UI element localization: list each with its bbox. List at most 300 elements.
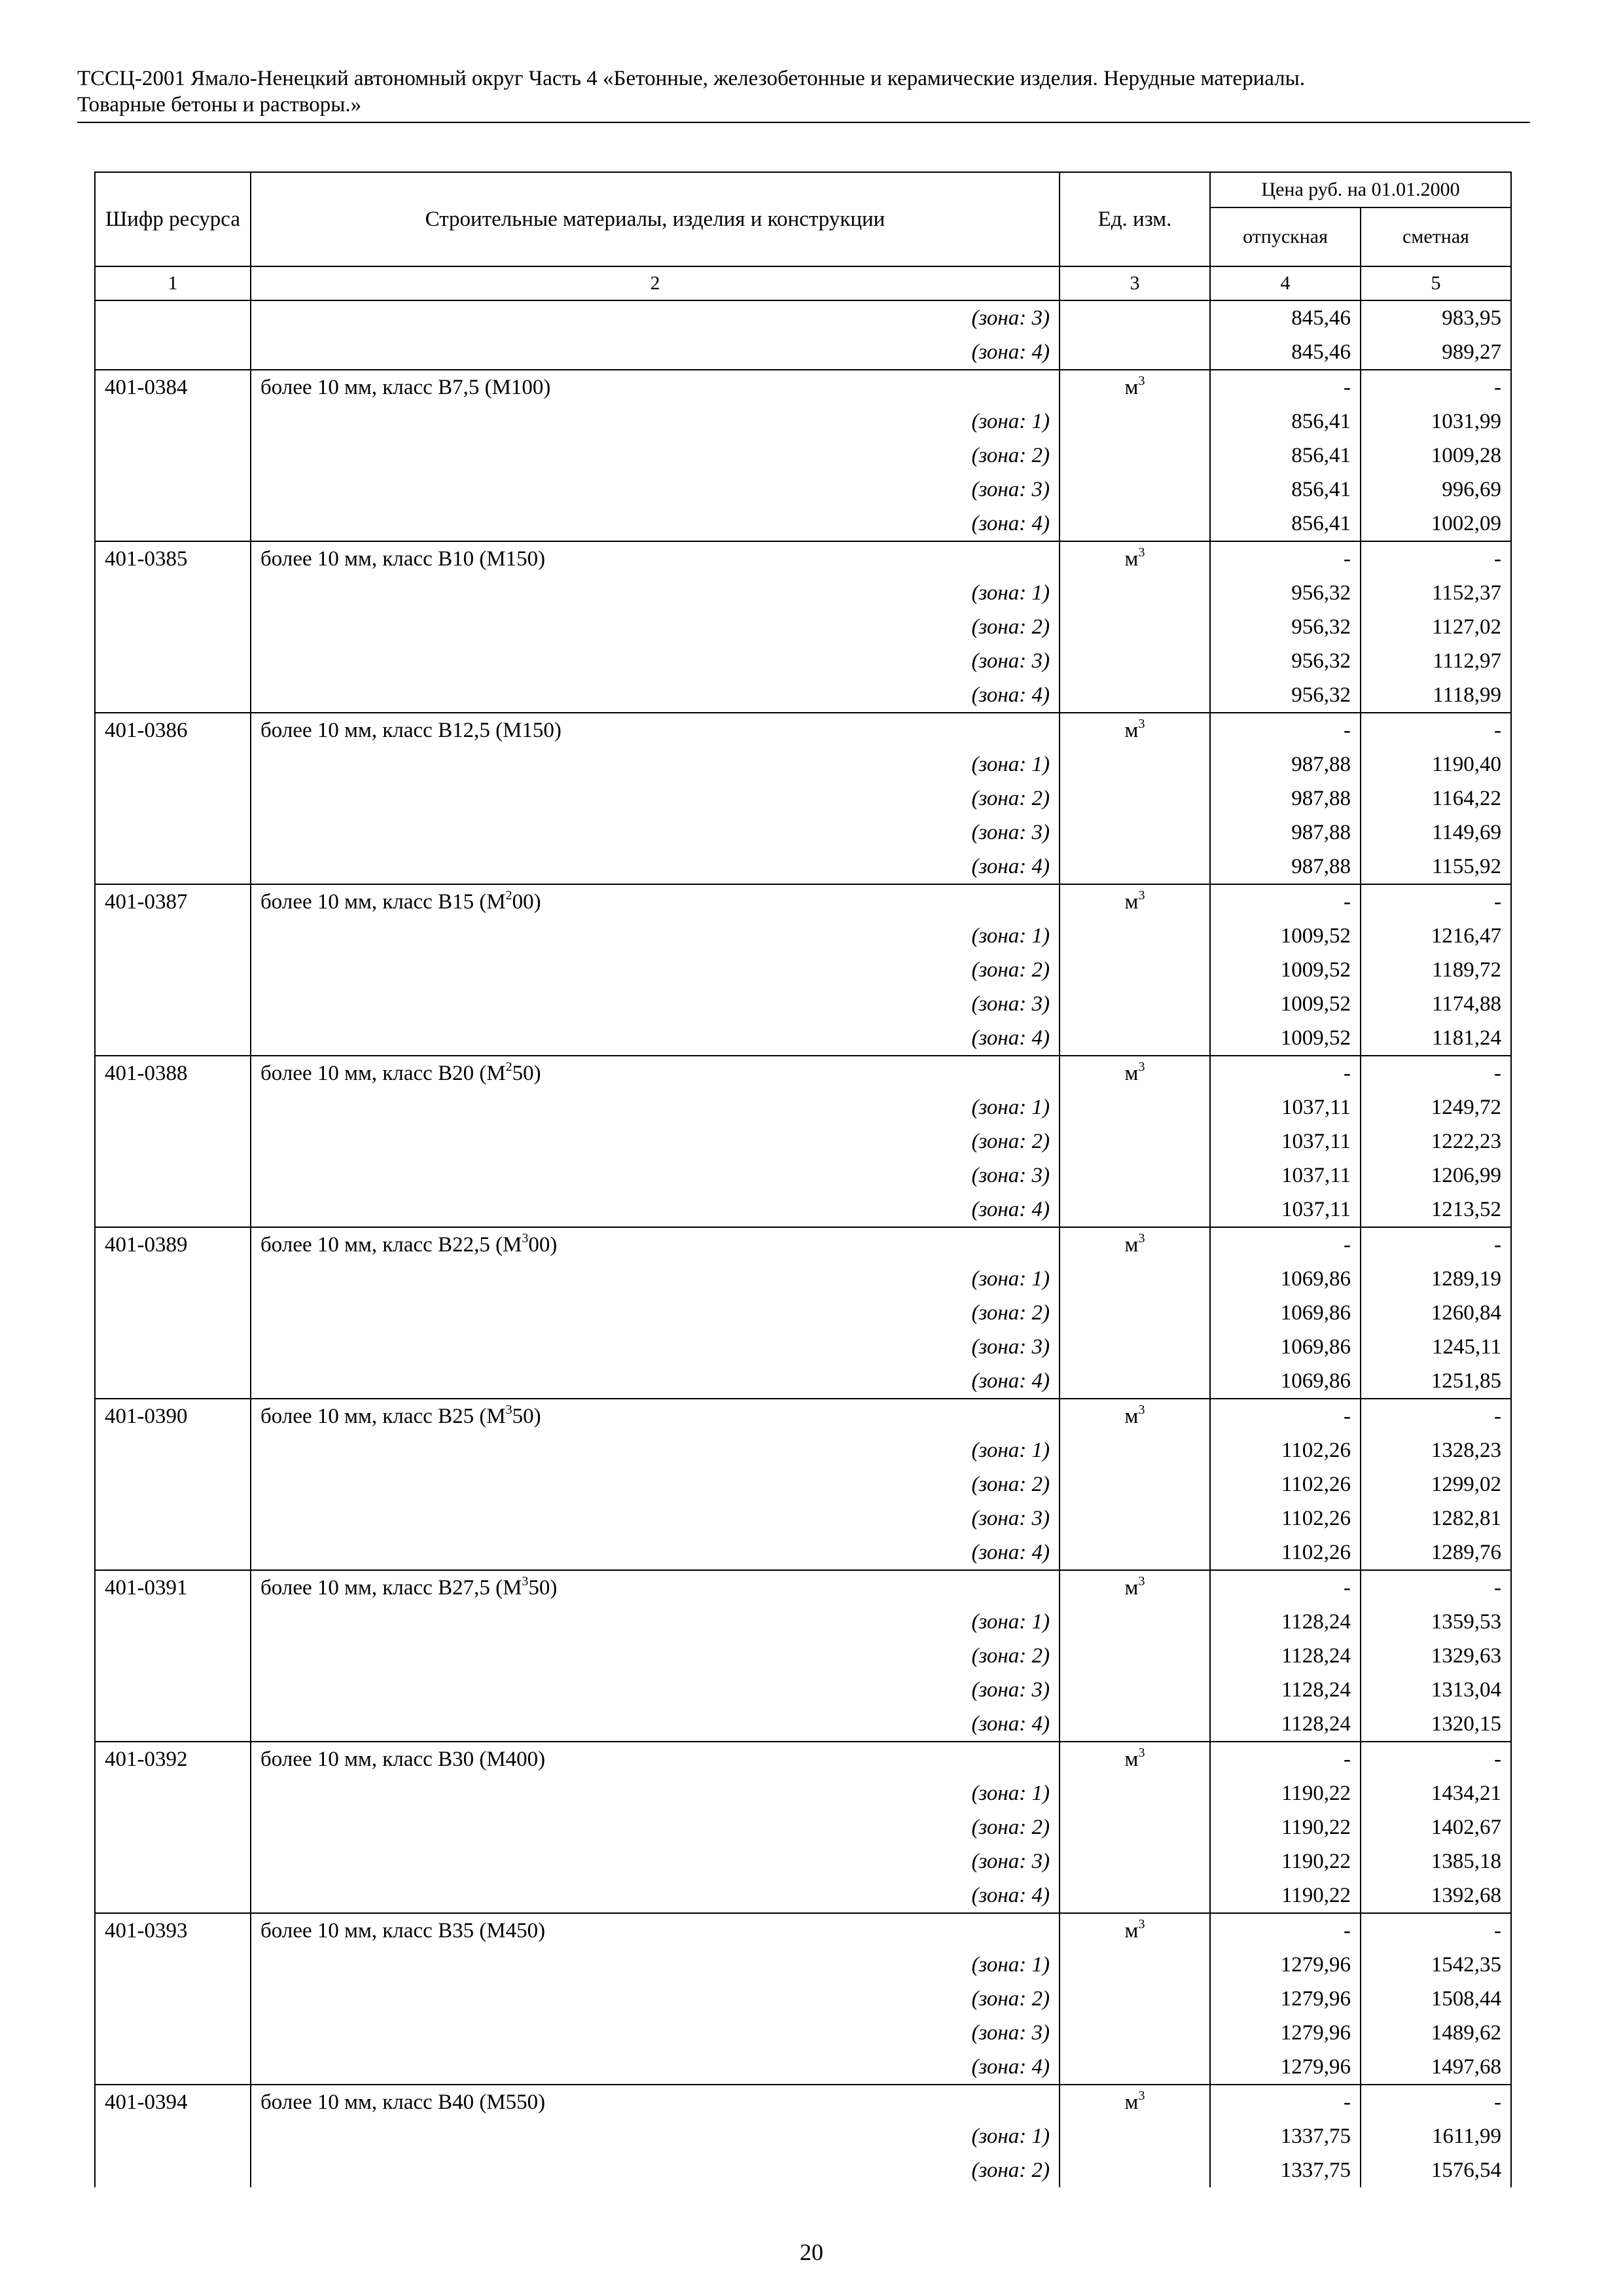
table-body <box>95 300 1511 2187</box>
estimate-price: 1385,18 <box>1361 1844 1511 1878</box>
sale-price: - <box>1210 1399 1361 1433</box>
sale-price: - <box>1210 1742 1361 1776</box>
zone-row <box>95 1158 1511 1193</box>
estimate-price: 1289,19 <box>1361 1262 1511 1296</box>
estimate-price: 1222,23 <box>1361 1124 1511 1158</box>
resource-code: 401-0388 <box>95 1056 251 1090</box>
resource-code: 401-0392 <box>95 1742 251 1776</box>
sale-price: 956,32 <box>1210 644 1361 678</box>
resource-code-cell <box>95 1639 251 1673</box>
unit-text: м <box>1124 2090 1139 2114</box>
zone-row <box>95 1330 1511 1364</box>
unit-text: м <box>1124 1748 1139 1771</box>
resource-row <box>95 1742 1511 1776</box>
resource-code-cell <box>95 2016 251 2050</box>
resource-code-cell <box>95 816 251 850</box>
estimate-price: 1282,81 <box>1361 1501 1511 1535</box>
unit-cell <box>1060 541 1210 576</box>
zone-label: (зона: 1) <box>251 919 1060 953</box>
price-table <box>94 171 1512 2187</box>
unit-cell <box>1060 678 1210 713</box>
unit-cell <box>1060 610 1210 644</box>
sale-price: 1069,86 <box>1210 1262 1361 1296</box>
resource-name-text-end: 50) <box>512 1405 541 1428</box>
estimate-price: 1002,09 <box>1361 507 1511 541</box>
resource-name-text-end: 50) <box>528 1576 558 1600</box>
resource-row <box>95 1227 1511 1262</box>
estimate-price: 1206,99 <box>1361 1158 1511 1193</box>
estimate-price: - <box>1361 884 1511 919</box>
estimate-price: 1189,72 <box>1361 953 1511 987</box>
resource-code: 401-0387 <box>95 884 251 919</box>
zone-label: (зона: 4) <box>251 1364 1060 1399</box>
zone-label: (зона: 4) <box>251 1193 1060 1227</box>
unit-cell <box>1060 919 1210 953</box>
zone-label: (зона: 1) <box>251 2119 1060 2153</box>
unit-cell <box>1060 1158 1210 1193</box>
estimate-price: 1149,69 <box>1361 816 1511 850</box>
sale-price: - <box>1210 1913 1361 1948</box>
estimate-price: 1260,84 <box>1361 1296 1511 1330</box>
sale-price: 1337,75 <box>1210 2153 1361 2187</box>
sale-price: 987,88 <box>1210 781 1361 816</box>
resource-code-cell <box>95 678 251 713</box>
resource-name-text: более 10 мм, класс В12,5 (М150) <box>260 719 562 742</box>
zone-row <box>95 1948 1511 1982</box>
sale-price: 1102,26 <box>1210 1501 1361 1535</box>
unit-cell <box>1060 1673 1210 1707</box>
resource-name-text: более 10 мм, класс В20 (М <box>260 1062 506 1085</box>
zone-label: (зона: 3) <box>251 300 1060 335</box>
zone-row <box>95 1090 1511 1124</box>
estimate-price: 1216,47 <box>1361 919 1511 953</box>
estimate-price: 989,27 <box>1361 335 1511 370</box>
estimate-price: 1249,72 <box>1361 1090 1511 1124</box>
unit-text: м <box>1124 1233 1139 1257</box>
estimate-price: 1251,85 <box>1361 1364 1511 1399</box>
sale-price: 987,88 <box>1210 816 1361 850</box>
unit-cell <box>1060 2153 1210 2187</box>
zone-row <box>95 439 1511 473</box>
zone-label: (зона: 1) <box>251 747 1060 781</box>
unit-cell <box>1060 2085 1210 2119</box>
zone-label: (зона: 4) <box>251 1878 1060 1913</box>
sale-price: - <box>1210 1056 1361 1090</box>
resource-code-cell <box>95 1158 251 1193</box>
unit-cell <box>1060 335 1210 370</box>
unit-superscript: 3 <box>1138 1746 1145 1760</box>
header-rule <box>77 122 1530 123</box>
sale-price: 1279,96 <box>1210 1982 1361 2016</box>
estimate-price: - <box>1361 1227 1511 1262</box>
sale-price: 856,41 <box>1210 439 1361 473</box>
zone-label: (зона: 4) <box>251 2050 1060 2085</box>
unit-cell <box>1060 1467 1210 1501</box>
zone-row <box>95 1810 1511 1844</box>
estimate-price: 1152,37 <box>1361 576 1511 610</box>
zone-row <box>95 1982 1511 2016</box>
estimate-price: 1328,23 <box>1361 1433 1511 1467</box>
resource-code-cell <box>95 1810 251 1844</box>
resource-name-text-end: 00) <box>528 1233 558 1257</box>
resource-code-cell <box>95 2050 251 2085</box>
zone-label: (зона: 2) <box>251 953 1060 987</box>
estimate-price: 1313,04 <box>1361 1673 1511 1707</box>
zone-row <box>95 781 1511 816</box>
zone-row <box>95 1605 1511 1639</box>
zone-row <box>95 576 1511 610</box>
unit-cell <box>1060 2050 1210 2085</box>
resource-name <box>251 1742 1060 1776</box>
zone-row <box>95 919 1511 953</box>
sale-price: 1279,96 <box>1210 2050 1361 2085</box>
estimate-price: 1289,76 <box>1361 1535 1511 1570</box>
resource-code-cell <box>95 610 251 644</box>
estimate-price: 1402,67 <box>1361 1810 1511 1844</box>
estimate-price: - <box>1361 713 1511 747</box>
header-line-2: Товарные бетоны и растворы.» <box>77 93 362 117</box>
zone-row <box>95 610 1511 644</box>
zone-label: (зона: 1) <box>251 1948 1060 1982</box>
sale-price: 1128,24 <box>1210 1707 1361 1742</box>
unit-cell <box>1060 1364 1210 1399</box>
estimate-price: 1611,99 <box>1361 2119 1511 2153</box>
unit-cell <box>1060 1913 1210 1948</box>
zone-label: (зона: 3) <box>251 1844 1060 1878</box>
document-header <box>77 65 1530 118</box>
sale-price: 1037,11 <box>1210 1193 1361 1227</box>
unit-cell <box>1060 884 1210 919</box>
sale-price: - <box>1210 2085 1361 2119</box>
unit-cell <box>1060 473 1210 507</box>
resource-name <box>251 370 1060 404</box>
sale-price: 1279,96 <box>1210 1948 1361 1982</box>
estimate-price: 1190,40 <box>1361 747 1511 781</box>
estimate-price: 1359,53 <box>1361 1605 1511 1639</box>
col-price-header: Цена руб. на 01.01.2000 <box>1210 172 1511 207</box>
resource-code: 401-0394 <box>95 2085 251 2119</box>
zone-label: (зона: 4) <box>251 1535 1060 1570</box>
unit-cell <box>1060 2016 1210 2050</box>
sale-price: - <box>1210 713 1361 747</box>
zone-label: (зона: 2) <box>251 1810 1060 1844</box>
resource-name-text: более 10 мм, класс В15 (М <box>260 890 506 914</box>
resource-name <box>251 884 1060 919</box>
unit-cell <box>1060 816 1210 850</box>
sale-price: 856,41 <box>1210 473 1361 507</box>
sale-price: - <box>1210 541 1361 576</box>
zone-row <box>95 850 1511 884</box>
resource-name-superscript: 3 <box>505 1403 512 1417</box>
sale-price: 1128,24 <box>1210 1605 1361 1639</box>
unit-cell <box>1060 1124 1210 1158</box>
zone-label: (зона: 3) <box>251 2016 1060 2050</box>
zone-label: (зона: 3) <box>251 816 1060 850</box>
zone-label: (зона: 4) <box>251 1707 1060 1742</box>
page-number: 20 <box>800 2239 823 2265</box>
sale-price: 1069,86 <box>1210 1364 1361 1399</box>
resource-code: 401-0393 <box>95 1913 251 1948</box>
estimate-price: 1320,15 <box>1361 1707 1511 1742</box>
resource-code: 401-0385 <box>95 541 251 576</box>
zone-row <box>95 1124 1511 1158</box>
resource-code: 401-0389 <box>95 1227 251 1262</box>
zone-row <box>95 2016 1511 2050</box>
resource-code-cell <box>95 1330 251 1364</box>
resource-code-cell <box>95 1364 251 1399</box>
zone-label: (зона: 4) <box>251 507 1060 541</box>
sale-price: 1037,11 <box>1210 1158 1361 1193</box>
zone-row <box>95 404 1511 439</box>
estimate-price: 1155,92 <box>1361 850 1511 884</box>
unit-superscript: 3 <box>1138 1060 1145 1074</box>
resource-code-cell <box>95 2153 251 2187</box>
sale-price: 956,32 <box>1210 678 1361 713</box>
unit-cell <box>1060 1878 1210 1913</box>
resource-code-cell <box>95 1433 251 1467</box>
resource-name-text: более 10 мм, класс В22,5 (М <box>260 1233 522 1257</box>
unit-cell <box>1060 1433 1210 1467</box>
resource-code-cell <box>95 576 251 610</box>
col-number: 5 <box>1361 266 1511 300</box>
unit-cell <box>1060 644 1210 678</box>
sale-price: 1128,24 <box>1210 1639 1361 1673</box>
estimate-price: 996,69 <box>1361 473 1511 507</box>
unit-cell <box>1060 1296 1210 1330</box>
resource-code-cell <box>95 1193 251 1227</box>
zone-row <box>95 1021 1511 1056</box>
zone-label: (зона: 2) <box>251 610 1060 644</box>
zone-label: (зона: 4) <box>251 335 1060 370</box>
resource-row <box>95 713 1511 747</box>
resource-code-cell <box>95 1090 251 1124</box>
unit-cell <box>1060 1605 1210 1639</box>
estimate-price: - <box>1361 541 1511 576</box>
resource-name <box>251 1399 1060 1433</box>
unit-cell <box>1060 747 1210 781</box>
zone-row <box>95 1707 1511 1742</box>
resource-name <box>251 713 1060 747</box>
sale-price: - <box>1210 1570 1361 1605</box>
estimate-price: 1434,21 <box>1361 1776 1511 1810</box>
resource-code-cell <box>95 1948 251 1982</box>
resource-name-text-end: 50) <box>512 1062 541 1085</box>
estimate-price: - <box>1361 1399 1511 1433</box>
resource-row <box>95 370 1511 404</box>
estimate-price: 1542,35 <box>1361 1948 1511 1982</box>
resource-name-text: более 10 мм, класс В27,5 (М <box>260 1576 522 1600</box>
unit-cell <box>1060 1844 1210 1878</box>
zone-row <box>95 1673 1511 1707</box>
zone-row <box>95 816 1511 850</box>
resource-code-cell <box>95 1673 251 1707</box>
sale-price: - <box>1210 1227 1361 1262</box>
sale-price: 1190,22 <box>1210 1810 1361 1844</box>
resource-name-text: более 10 мм, класс В30 (М400) <box>260 1748 546 1771</box>
estimate-price: 1392,68 <box>1361 1878 1511 1913</box>
zone-row <box>95 1776 1511 1810</box>
unit-superscript: 3 <box>1138 2089 1145 2103</box>
unit-superscript: 3 <box>1138 374 1145 388</box>
sale-price: 1102,26 <box>1210 1433 1361 1467</box>
resource-code-cell <box>95 2119 251 2153</box>
unit-cell <box>1060 1639 1210 1673</box>
sale-price: 987,88 <box>1210 850 1361 884</box>
col-estimate-header: сметная <box>1361 207 1511 266</box>
zone-row <box>95 473 1511 507</box>
zone-row <box>95 1296 1511 1330</box>
estimate-price: 1497,68 <box>1361 2050 1511 2085</box>
sale-price: 1009,52 <box>1210 919 1361 953</box>
estimate-price: 1118,99 <box>1361 678 1511 713</box>
resource-name-text: более 10 мм, класс В7,5 (М100) <box>260 376 551 399</box>
zone-row <box>95 1501 1511 1535</box>
estimate-price: - <box>1361 2085 1511 2119</box>
sale-price: 845,46 <box>1210 300 1361 335</box>
unit-cell <box>1060 507 1210 541</box>
zone-label: (зона: 3) <box>251 644 1060 678</box>
resource-row <box>95 2085 1511 2119</box>
zone-row <box>95 1535 1511 1570</box>
zone-label: (зона: 3) <box>251 1330 1060 1364</box>
estimate-price: - <box>1361 1742 1511 1776</box>
estimate-price: 1329,63 <box>1361 1639 1511 1673</box>
sale-price: 1190,22 <box>1210 1844 1361 1878</box>
sale-price: 856,41 <box>1210 404 1361 439</box>
resource-code-cell <box>95 850 251 884</box>
sale-price: 956,32 <box>1210 610 1361 644</box>
zone-label: (зона: 1) <box>251 576 1060 610</box>
resource-name-text: более 10 мм, класс В10 (М150) <box>260 547 546 571</box>
unit-text: м <box>1124 890 1139 914</box>
unit-cell <box>1060 1399 1210 1433</box>
unit-cell <box>1060 713 1210 747</box>
zone-row <box>95 1639 1511 1673</box>
zone-row <box>95 1433 1511 1467</box>
zone-label: (зона: 4) <box>251 678 1060 713</box>
resource-name <box>251 1570 1060 1605</box>
unit-superscript: 3 <box>1138 1231 1145 1246</box>
zone-row <box>95 644 1511 678</box>
estimate-price: - <box>1361 370 1511 404</box>
resource-row <box>95 1913 1511 1948</box>
resource-row <box>95 541 1511 576</box>
resource-name <box>251 2085 1060 2119</box>
unit-cell <box>1060 1330 1210 1364</box>
resource-name-text: более 10 мм, класс В35 (М450) <box>260 1919 546 1943</box>
resource-code-cell <box>95 1124 251 1158</box>
resource-code-cell <box>95 1844 251 1878</box>
resource-code-cell <box>95 987 251 1021</box>
zone-label: (зона: 1) <box>251 1090 1060 1124</box>
resource-code-cell <box>95 1262 251 1296</box>
unit-text: м <box>1124 1576 1139 1600</box>
estimate-price: 1576,54 <box>1361 2153 1511 2187</box>
zone-row <box>95 747 1511 781</box>
unit-cell <box>1060 1742 1210 1776</box>
resource-code-cell <box>95 747 251 781</box>
unit-superscript: 3 <box>1138 1917 1145 1931</box>
resource-name-superscript: 2 <box>505 888 512 903</box>
resource-code-cell <box>95 1707 251 1742</box>
resource-code-cell <box>95 1982 251 2016</box>
unit-cell <box>1060 576 1210 610</box>
sale-price: 1069,86 <box>1210 1296 1361 1330</box>
zone-label: (зона: 4) <box>251 1021 1060 1056</box>
unit-cell <box>1060 1570 1210 1605</box>
resource-code-cell <box>95 919 251 953</box>
zone-label: (зона: 2) <box>251 439 1060 473</box>
resource-name-text: более 10 мм, класс В25 (М <box>260 1405 506 1428</box>
unit-text: м <box>1124 719 1139 742</box>
zone-row <box>95 507 1511 541</box>
estimate-price: 1174,88 <box>1361 987 1511 1021</box>
resource-code-cell <box>95 300 251 335</box>
unit-cell <box>1060 439 1210 473</box>
unit-cell <box>1060 1056 1210 1090</box>
resource-code-cell <box>95 1467 251 1501</box>
resource-code-cell <box>95 781 251 816</box>
unit-cell <box>1060 1535 1210 1570</box>
unit-text: м <box>1124 547 1139 571</box>
resource-code-cell <box>95 1535 251 1570</box>
sale-price: 1009,52 <box>1210 953 1361 987</box>
resource-name-superscript: 2 <box>505 1060 512 1074</box>
unit-cell <box>1060 1090 1210 1124</box>
sale-price: 987,88 <box>1210 747 1361 781</box>
sale-price: 1337,75 <box>1210 2119 1361 2153</box>
zone-row <box>95 2119 1511 2153</box>
unit-cell <box>1060 1262 1210 1296</box>
sale-price: - <box>1210 370 1361 404</box>
zone-label: (зона: 2) <box>251 1639 1060 1673</box>
estimate-price: 1489,62 <box>1361 2016 1511 2050</box>
unit-text: м <box>1124 1919 1139 1943</box>
resource-code-cell <box>95 439 251 473</box>
zone-row <box>95 1467 1511 1501</box>
resource-code-cell <box>95 507 251 541</box>
resource-row <box>95 1570 1511 1605</box>
estimate-price: 1112,97 <box>1361 644 1511 678</box>
zone-label: (зона: 4) <box>251 850 1060 884</box>
resource-code: 401-0390 <box>95 1399 251 1433</box>
zone-label: (зона: 3) <box>251 1158 1060 1193</box>
resource-code-cell <box>95 1296 251 1330</box>
zone-label: (зона: 3) <box>251 1501 1060 1535</box>
sale-price: 856,41 <box>1210 507 1361 541</box>
unit-text: м <box>1124 1405 1139 1428</box>
sale-price: 956,32 <box>1210 576 1361 610</box>
resource-code-cell <box>95 335 251 370</box>
unit-cell <box>1060 953 1210 987</box>
zone-label: (зона: 2) <box>251 781 1060 816</box>
col-name-header: Строительные материалы, изделия и конструкции <box>251 172 1060 266</box>
zone-row <box>95 953 1511 987</box>
col-code-header: Шифр ресурса <box>95 172 251 266</box>
sale-price: 1279,96 <box>1210 2016 1361 2050</box>
estimate-price: - <box>1361 1570 1511 1605</box>
sale-price: 845,46 <box>1210 335 1361 370</box>
resource-name <box>251 1056 1060 1090</box>
estimate-price: 1299,02 <box>1361 1467 1511 1501</box>
col-unit-header: Ед. изм. <box>1060 172 1210 266</box>
estimate-price: 1164,22 <box>1361 781 1511 816</box>
resource-row <box>95 1056 1511 1090</box>
zone-row <box>95 1364 1511 1399</box>
zone-row <box>95 987 1511 1021</box>
estimate-price: 1009,28 <box>1361 439 1511 473</box>
zone-label: (зона: 2) <box>251 1982 1060 2016</box>
